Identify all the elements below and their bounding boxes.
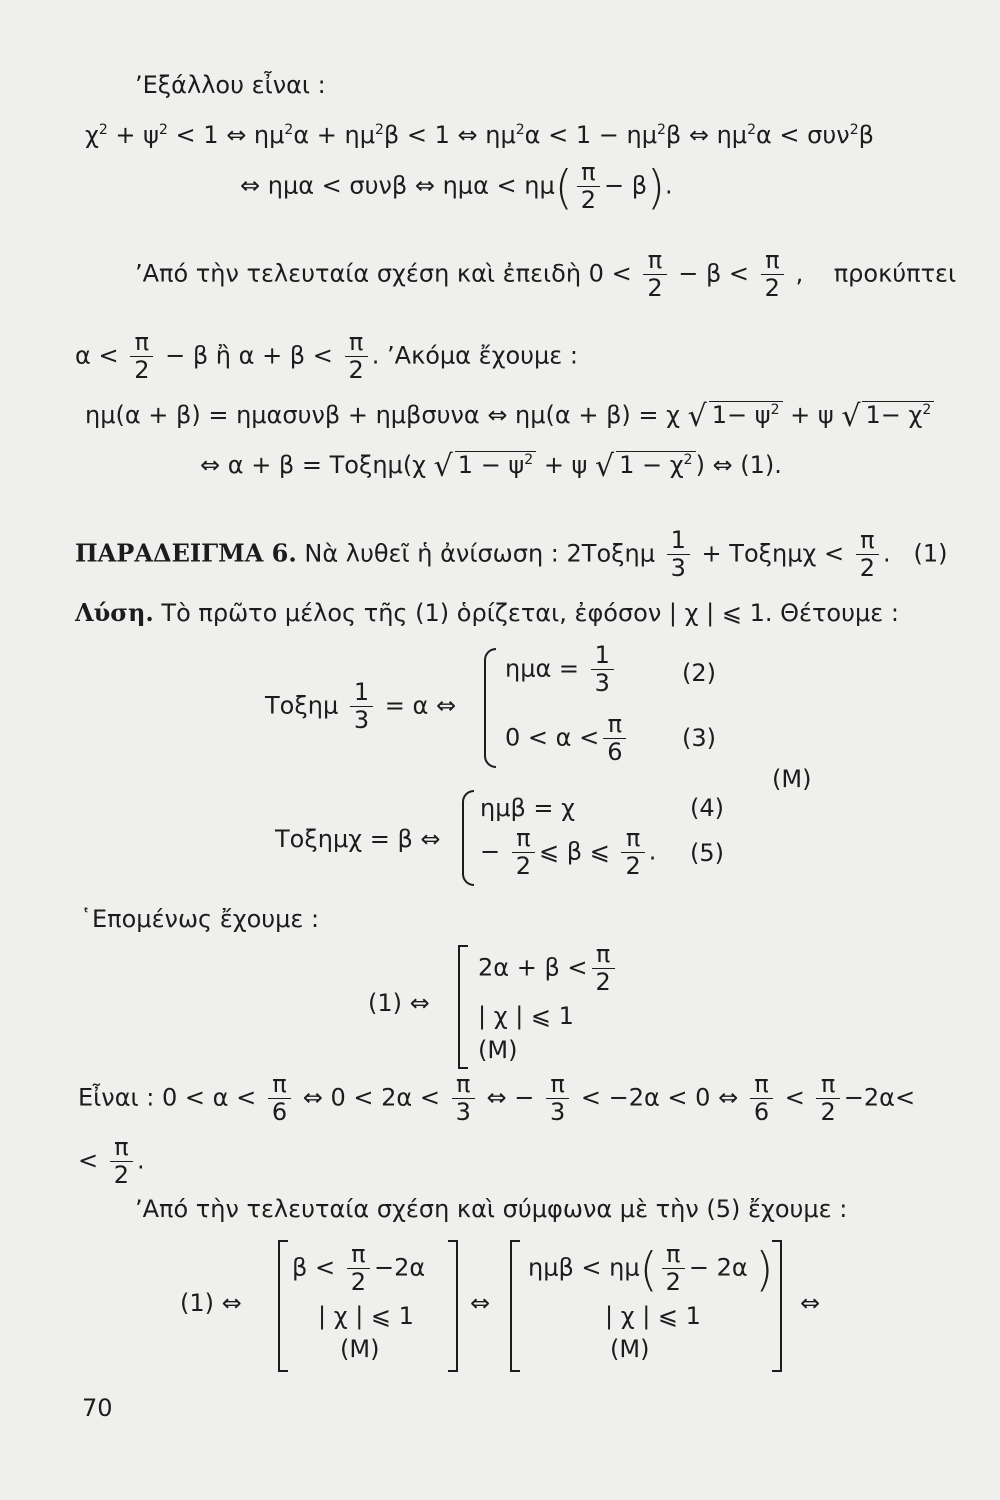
- tag-3: (3): [682, 724, 716, 752]
- equation-line-4: ⇔ α + β = Τοξημ(χ √ $1 - \psi^2 + \psi$ √ $1 - \chi^2$ ) ⇔ (1).: [200, 449, 782, 484]
- system1-brace: [484, 648, 496, 768]
- example-line: ΠΑΡΑΔΕΙΓΜΑ 6. Νὰ λυθεῖ ἡ ἀνίσωση : 2Τοξημ $\frac{1}{3}$ + Τοξημχ < $\frac{\pi}{2}$ . (1): [75, 526, 948, 583]
- page-number: 70: [82, 1394, 113, 1422]
- system4-e: | χ | ⩽ 1: [605, 1302, 701, 1330]
- system4-lhs: (1) ⇔: [180, 1289, 242, 1317]
- intro-line: ’Εξάλλου εἶναι :: [135, 71, 326, 99]
- system3-lhs: (1) ⇔: [368, 989, 430, 1017]
- system4-b: | χ | ⩽ 1: [318, 1302, 414, 1330]
- system4-c: (Μ): [340, 1335, 380, 1363]
- system4-left-bracket: [278, 1240, 288, 1372]
- system3-brace: [458, 945, 468, 1069]
- system4-right-bracket-2: [772, 1240, 782, 1372]
- system1-eq3: 0 < α < $\frac{\pi}{6}$: [505, 712, 630, 765]
- tag-5: (5): [690, 839, 724, 867]
- therefore-line: ῾Επομένως ἔχουμε :: [80, 905, 320, 933]
- solution-label: Λύση.: [75, 598, 154, 627]
- solution-line: Λύση. Τὸ πρῶτο μέλος τῆς (1) ὁρίζεται, ἐφόσον | χ | ⩽ 1. Θέτουμε :: [75, 598, 899, 627]
- system4-right-bracket: [448, 1240, 458, 1372]
- system4-f: (Μ): [610, 1335, 650, 1363]
- equation-line-3: ημ(α + β) = ημασυνβ + ημβσυνα ⇔ ημ(α + β) = χ √ $1- \psi^2 + \psi$ √ $1- \chi^2$: [85, 400, 934, 433]
- system4-a: β < $\frac{\pi}{2}$ −2α: [292, 1240, 426, 1297]
- tag-4: (4): [690, 794, 724, 822]
- system2-eq5: − $\frac{\pi}{2}$ ⩽ β ⩽ $\frac{\pi}{2}$ .: [480, 824, 657, 881]
- system4-end-arrow: ⇔: [800, 1289, 821, 1317]
- system4-left-bracket-2: [510, 1240, 520, 1372]
- tag-M: (Μ): [772, 765, 812, 793]
- system4-d: ημβ < ημ( $\frac{\pi}{2}$ − 2α ): [528, 1240, 774, 1297]
- system3-a: 2α + β < $\frac{\pi}{2}$: [478, 942, 619, 995]
- text-line-after-relation: ’Από τὴν τελευταία σχέση καὶ ἐπειδὴ 0 < $\frac{\pi}{2}$ − β < $\frac{\pi}{2}$ , προκύπτει: [135, 246, 957, 303]
- system4-mid-arrow: ⇔: [470, 1289, 491, 1317]
- text-line-conclusion: α < $\frac{\pi}{2}$ − β ἢ α + β < $\frac{\pi}{2}$ . ’Ακόμα ἔχουμε :: [75, 328, 578, 385]
- equation-line-1: $\chi^2 + \psi^2 < 1$ ⇔ $\eta\mu^2\alpha + \eta\mu^2\beta < 1$ ⇔ $\eta\mu^2\alpha < 1 - \eta\mu^2\beta$ ⇔ $\eta\mu^2\alpha < \sigma\upsilon\nu^2\beta$: [85, 121, 874, 149]
- einai-line-2: < $\frac{\pi}{2}$ .: [78, 1133, 145, 1190]
- einai-line: Εἶναι : 0 < α < $\frac{\pi}{6}$ ⇔ 0 < 2α < $\frac{\pi}{3}$ ⇔ − $\frac{\pi}{3}$ < −2α < 0 ⇔ $\frac{\pi}{6}$ < $\frac{\pi}{2}$ −2α<: [78, 1070, 916, 1127]
- system2-brace: [462, 790, 474, 886]
- tag-2: (2): [682, 659, 716, 687]
- system2-lhs: Τοξημχ = β ⇔: [275, 825, 441, 853]
- system1-lhs: Τοξημ $\frac{1}{3}$ = α ⇔: [265, 678, 457, 735]
- system3-c: (Μ): [478, 1036, 518, 1064]
- system2-eq4: ημβ = χ: [480, 794, 576, 822]
- example-heading: ΠΑΡΑΔΕΙΓΜΑ 6.: [75, 538, 297, 568]
- equation-line-2: ⇔ ημα < συνβ ⇔ ημα < ημ( $\frac{\pi}{2}$ − β).: [240, 158, 673, 215]
- last-text-line: ’Από τὴν τελευταία σχέση καὶ σύμφωνα μὲ τὴν (5) ἔχουμε :: [135, 1195, 848, 1223]
- system1-eq2: ημα = $\frac{1}{3}$: [505, 643, 618, 696]
- system3-b: | χ | ⩽ 1: [478, 1002, 574, 1030]
